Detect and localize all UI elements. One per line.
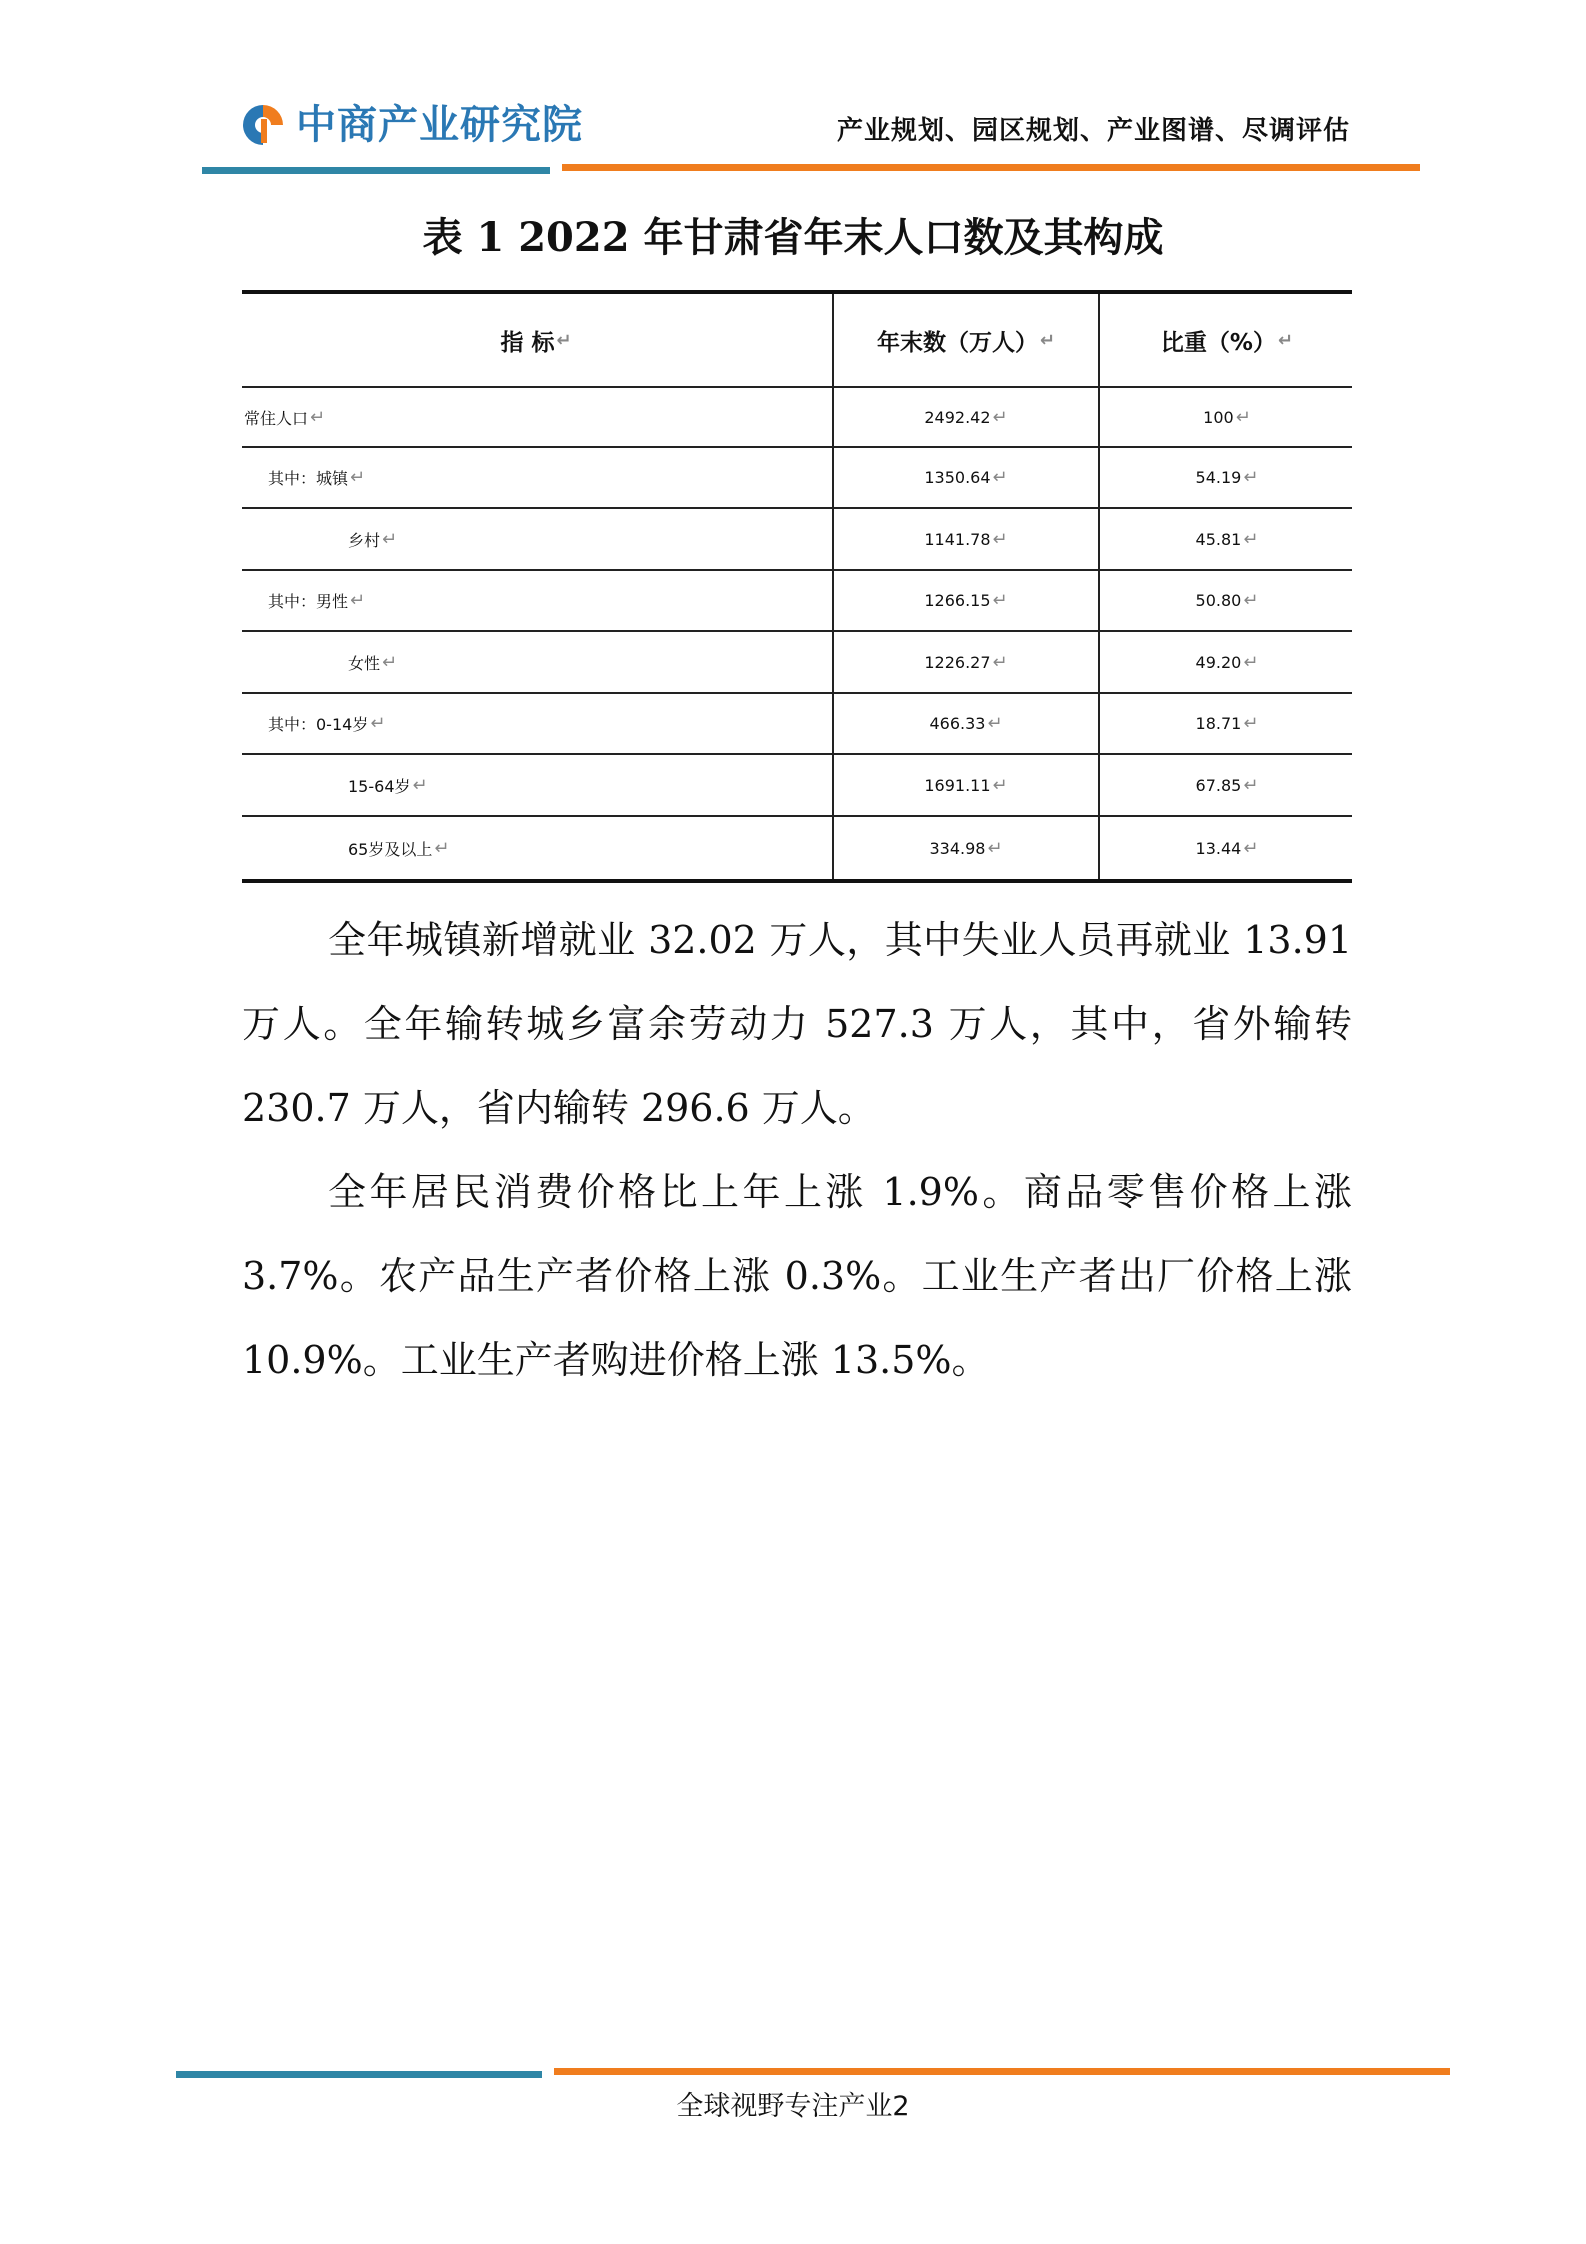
table-row [242,632,1352,694]
row-share: 49.20 ↵ [1098,632,1354,692]
row-label: 女性 ↵ [348,651,398,673]
row-share: 13.44 ↵ [1098,817,1354,879]
row-share: 45.81 ↵ [1098,509,1354,569]
row-value: 1266.15 ↵ [832,571,1098,630]
header-share: 比重（%） ↵ [1098,294,1354,386]
table-row [242,817,1352,879]
logo-text: 中商产业研究院 [296,102,583,148]
table-row [242,448,1352,509]
row-share: 54.19 ↵ [1098,448,1354,507]
row-value: 466.33 ↵ [832,694,1098,753]
table-header-row [242,294,1352,388]
footer-text: 全球视野专注产业2 [676,2091,910,2122]
table-row [242,694,1352,755]
header-year-end: 年末数（万人） ↵ [832,294,1098,386]
table-row [242,571,1352,632]
footer-divider-blue [176,2071,542,2078]
row-share: 100 ↵ [1098,388,1354,446]
table-row [242,509,1352,571]
row-value: 1226.27 ↵ [832,632,1098,692]
row-label: 其中：城镇 ↵ [268,467,366,488]
row-label: 65岁及以上 ↵ [348,837,450,859]
row-value: 1141.78 ↵ [832,509,1098,569]
row-label: 乡村 ↵ [348,528,398,550]
header-indicator: 指 标 ↵ [500,329,572,356]
header-divider-orange [562,164,1420,171]
row-value: 1350.64 ↵ [832,448,1098,507]
header-divider-blue [202,167,550,174]
row-label: 15-64岁 ↵ [348,774,428,796]
table-bottom-rule [242,879,1352,883]
row-value: 1691.11 ↵ [832,755,1098,815]
logo [240,102,583,148]
table-row [242,755,1352,817]
paragraph-prices: 全年居民消费价格比上年上涨 1.9%。商品零售价格上涨 3.7%。农产品生产者价格上涨 0.3%。工业生产者出厂价格上涨 10.9%。工业生产者购进价格上涨 13.5%。 [242,1170,1352,1382]
header-tagline: 产业规划、园区规划、产业图谱、尽调评估 [836,116,1350,146]
table-title: 表 1 2022 年甘肃省年末人口数及其构成 [422,214,1164,261]
paragraph-employment: 全年城镇新增就业 32.02 万人，其中失业人员再就业 13.91 万人。全年输转城乡富余劳动力 527.3 万人，其中，省外输转 230.7 万人，省内输转 296.6 万人。 [242,918,1352,1130]
table-row [242,388,1352,448]
logo-mark-icon [240,102,286,148]
footer-divider-orange [554,2068,1450,2075]
row-label: 其中：0-14岁 ↵ [268,713,386,734]
row-share: 67.85 ↵ [1098,755,1354,815]
row-value: 2492.42 ↵ [832,388,1098,446]
row-share: 18.71 ↵ [1098,694,1354,753]
row-share: 50.80 ↵ [1098,571,1354,630]
row-value: 334.98 ↵ [832,817,1098,879]
row-label: 常住人口 ↵ [244,406,326,428]
row-label: 其中：男性 ↵ [268,590,366,611]
